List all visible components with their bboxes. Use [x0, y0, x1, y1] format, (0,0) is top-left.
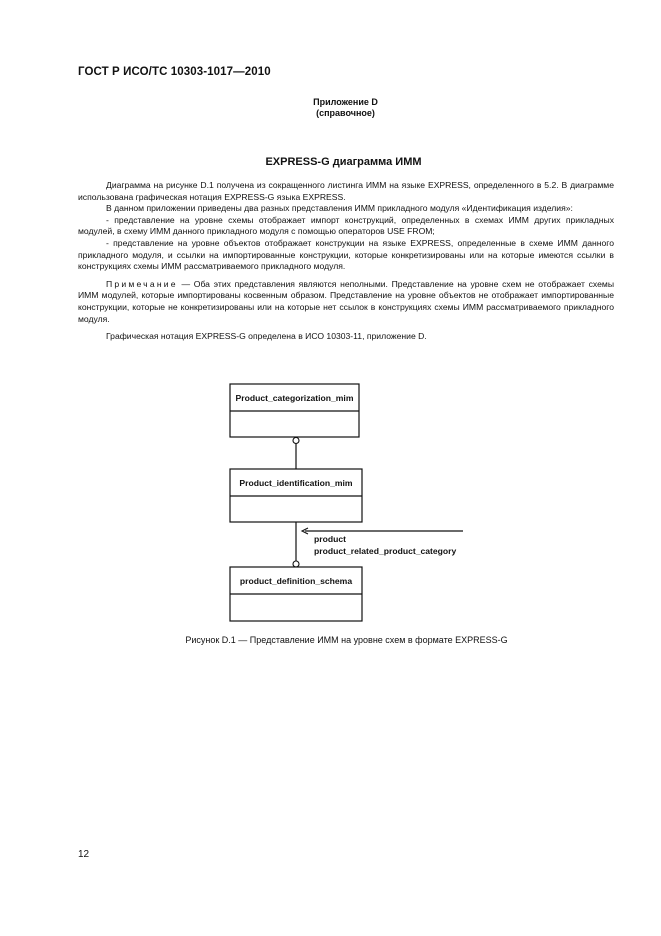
paragraph: Графическая нотация EXPRESS-G определена в ИСО 10303-11, приложение D. [106, 331, 427, 342]
paragraph: В данном приложении приведены два разных представления ИММ прикладного модуля «Идентификация изделия»: [106, 203, 573, 214]
connector-circle [293, 438, 299, 444]
paragraph: Диаграмма на рисунке D.1 получена из сокращенного листинга ИММ на языке EXPRESS, определенного в 5.2. В диаграмме использована графическая нотация EXPRESS-G языка EXPRESS. [78, 180, 614, 202]
section-title: EXPRESS-G диаграмма ИММ [265, 156, 422, 168]
paragraph: - представление на уровне объектов отображает конструкции на языке EXPRESS, определенные в схеме ИММ данного прикладного модуля, и ссылки на импортированные конструкции, которые конкретизированы или на которые имеются ссылки в конструкциях схемы ИММ рассматриваемого прикладного модуля. [78, 237, 614, 272]
figure-caption: Рисунок D.1 — Представление ИММ на уровне схем в формате EXPRESS-G [185, 635, 508, 645]
schema-box-product-definition [230, 567, 362, 621]
reference-label: product [314, 534, 346, 544]
appendix-title: Приложение D [313, 97, 378, 107]
appendix-subtitle: (справочное) [316, 108, 375, 118]
paragraph: - представление на уровне схемы отображает импорт конструкций, определенных в схемах ИММ других прикладных модулей, в схему ИММ данного прикладного модуля с помощью операторов USE FROM; [78, 214, 614, 237]
schema-box-label: Product_identification_mim [239, 478, 353, 488]
schema-box-product-identification [230, 469, 362, 522]
reference-label: product_related_product_category [314, 546, 457, 556]
schema-box-label: product_definition_schema [239, 576, 353, 586]
document-header: ГОСТ Р ИСО/ТС 10303-1017—2010 [78, 66, 271, 78]
schema-box-label: Product_categorization_mim [235, 393, 354, 403]
schema-box-product-categorization [230, 384, 359, 437]
page-number: 12 [78, 849, 90, 860]
note-label: Примечание [106, 278, 178, 289]
note-text: — Оба этих представления являются неполными. Представление на уровне схем не отображает схемы ИММ модулей, которые импортированы косвенным образом. Представление на уровне объектов не отображает импортированные конструкции, которые не конкретизированы или на которые нет ссылок в конструкциях схемы ИММ рассматриваемого прикладного модуля. [78, 278, 614, 324]
connector-circle [293, 561, 299, 567]
